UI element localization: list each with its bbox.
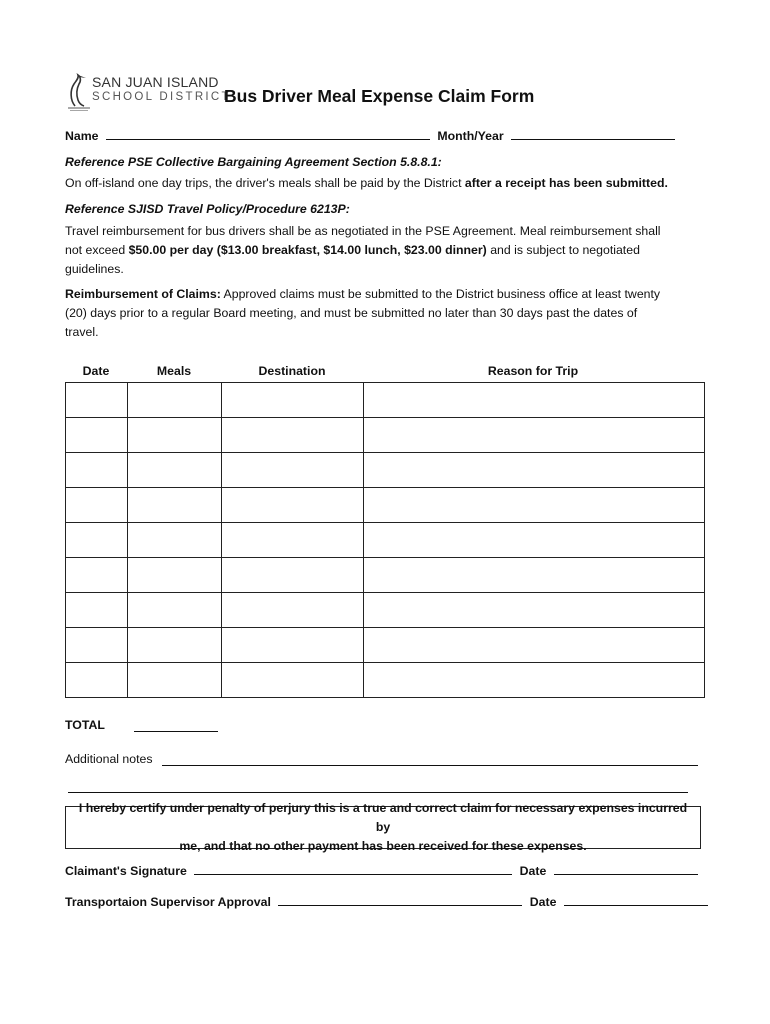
reason-cell[interactable] <box>364 593 705 628</box>
month-year-label: Month/Year <box>437 129 504 143</box>
date-cell[interactable] <box>66 523 128 558</box>
month-year-field[interactable] <box>511 139 675 140</box>
table-row <box>66 418 705 453</box>
supervisor-date-label: Date <box>529 895 557 909</box>
destination-cell[interactable] <box>222 418 364 453</box>
certification-line1: I hereby certify under penalty of perjury this is a true and correct claim for necessary expenses incurred by <box>78 801 688 834</box>
meals-cell[interactable] <box>128 488 222 523</box>
expense-table <box>65 382 705 698</box>
destination-cell[interactable] <box>222 593 364 628</box>
reference1-text <box>65 174 668 193</box>
date-cell[interactable] <box>66 628 128 663</box>
reference2-rates: $50.00 per day ($13.00 breakfast, $14.00 lunch, $23.00 dinner) <box>128 243 487 257</box>
meals-cell[interactable] <box>128 663 222 698</box>
date-cell[interactable] <box>66 558 128 593</box>
date-cell[interactable] <box>66 383 128 418</box>
reimbursement-label: Reimbursement of Claims: <box>65 287 221 301</box>
table-row <box>66 523 705 558</box>
supervisor-approval-label: Transportaion Supervisor Approval <box>65 895 271 909</box>
date-cell[interactable] <box>66 663 128 698</box>
reimbursement-text1: Approved claims must be submitted to the District business office at least twenty <box>223 287 661 301</box>
reason-cell[interactable] <box>364 383 705 418</box>
reason-cell[interactable] <box>364 523 705 558</box>
district-logo <box>66 72 231 112</box>
total-label: TOTAL <box>65 718 105 732</box>
certification-box <box>65 801 701 853</box>
notes-field-line2[interactable] <box>68 792 688 793</box>
destination-cell[interactable] <box>222 628 364 663</box>
reason-cell[interactable] <box>364 663 705 698</box>
date-cell[interactable] <box>66 418 128 453</box>
heron-logo-icon <box>66 72 92 112</box>
reason-cell[interactable] <box>364 558 705 593</box>
reference2-heading: Reference SJISD Travel Policy/Procedure 6213P: <box>65 202 350 216</box>
supervisor-signature-field[interactable] <box>278 905 522 906</box>
reimbursement-line3: travel. <box>65 325 99 339</box>
table-row <box>66 663 705 698</box>
logo-text-top: SAN JUAN ISLAND <box>92 74 219 90</box>
destination-cell[interactable] <box>222 558 364 593</box>
reimbursement-line1 <box>65 285 660 304</box>
reference2-line3: guidelines. <box>65 262 124 276</box>
name-label: Name <box>65 129 99 143</box>
col-header-date: Date <box>82 364 110 378</box>
meals-cell[interactable] <box>128 523 222 558</box>
name-field[interactable] <box>106 139 430 140</box>
col-header-reason: Reason for Trip <box>487 364 579 378</box>
page-title: Bus Driver Meal Expense Claim Form <box>224 86 535 106</box>
table-row <box>66 383 705 418</box>
supervisor-date-field[interactable] <box>564 905 708 906</box>
supervisor-row <box>65 893 708 912</box>
name-row <box>65 127 675 146</box>
meals-cell[interactable] <box>128 558 222 593</box>
claimant-signature-field[interactable] <box>194 874 512 875</box>
reference1-heading: Reference PSE Collective Bargaining Agreement Section 5.8.8.1: <box>65 155 442 169</box>
reason-cell[interactable] <box>364 488 705 523</box>
reason-cell[interactable] <box>364 418 705 453</box>
claimant-date-label: Date <box>519 864 547 878</box>
reference1-text-plain: On off-island one day trips, the driver's meals shall be paid by the District <box>65 176 462 190</box>
destination-cell[interactable] <box>222 663 364 698</box>
col-header-destination: Destination <box>258 364 326 378</box>
reimbursement-line2: (20) days prior to a regular Board meeting, and must be submitted no later than 30 days past the dates of <box>65 306 638 320</box>
table-row <box>66 488 705 523</box>
col-header-meals: Meals <box>156 364 192 378</box>
date-cell[interactable] <box>66 488 128 523</box>
table-row <box>66 558 705 593</box>
reason-cell[interactable] <box>364 453 705 488</box>
total-field[interactable] <box>134 731 218 732</box>
destination-cell[interactable] <box>222 488 364 523</box>
notes-field-line1[interactable] <box>162 765 698 766</box>
meals-cell[interactable] <box>128 628 222 663</box>
table-row <box>66 628 705 663</box>
meals-cell[interactable] <box>128 593 222 628</box>
reason-cell[interactable] <box>364 628 705 663</box>
reference1-text-bold: after a receipt has been submitted. <box>464 176 668 190</box>
logo-text-bottom: SCHOOL DISTRICT <box>92 91 231 103</box>
table-header <box>65 364 703 382</box>
meals-cell[interactable] <box>128 383 222 418</box>
claimant-date-field[interactable] <box>554 874 698 875</box>
table-row <box>66 593 705 628</box>
date-cell[interactable] <box>66 453 128 488</box>
notes-label: Additional notes <box>65 752 153 766</box>
claimant-row <box>65 862 698 881</box>
table-row <box>66 453 705 488</box>
meals-cell[interactable] <box>128 453 222 488</box>
destination-cell[interactable] <box>222 383 364 418</box>
meals-cell[interactable] <box>128 418 222 453</box>
certification-line2: me, and that no other payment has been received for these expenses. <box>179 839 587 853</box>
notes-row <box>65 750 153 769</box>
date-cell[interactable] <box>66 593 128 628</box>
destination-cell[interactable] <box>222 523 364 558</box>
reference2-line1: Travel reimbursement for bus drivers shall be as negotiated in the PSE Agreement. Meal reimbursement shall <box>65 224 661 238</box>
destination-cell[interactable] <box>222 453 364 488</box>
claimant-signature-label: Claimant's Signature <box>65 864 187 878</box>
reference2-line2 <box>65 241 640 260</box>
reference2-line2-pre: not exceed <box>65 243 126 257</box>
reference2-line2-post: and is subject to negotiated <box>490 243 640 257</box>
